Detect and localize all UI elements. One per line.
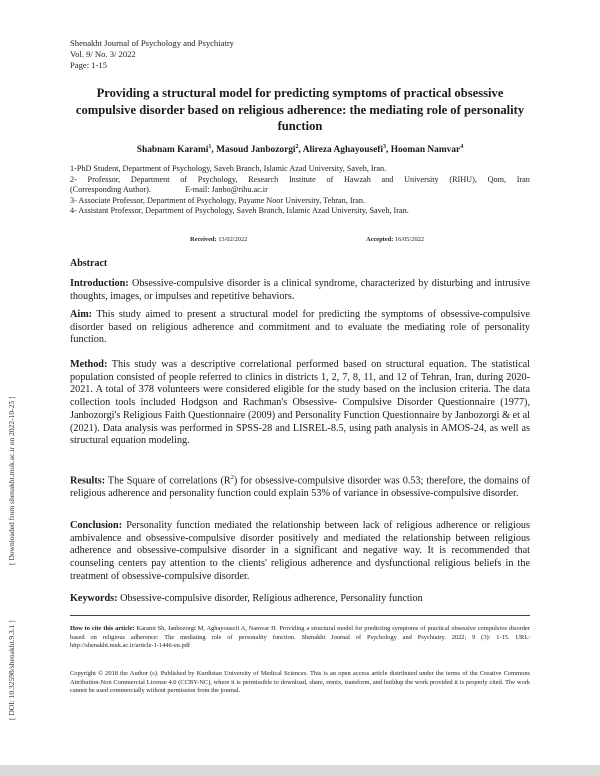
received-date: Received: 13/02/2022 bbox=[190, 236, 248, 243]
abstract-aim: Aim: This study aimed to present a structural model for predicting the symptoms of obsessive-compulsive disorder based on religious adherence and commitment and to evaluate the mediating role of personality function. bbox=[70, 309, 530, 346]
accepted-date: Accepted: 16/05/2022 bbox=[366, 236, 425, 243]
author-affil-mark: 2 bbox=[295, 144, 299, 150]
copyright-note: Copyright © 2018 the Author (s). Published by Kurdistan University of Medical Sciences. This is an open access article distributed under the terms of the Creative Commons Attribution-Non Commercial License 4.0 (CCBY-NC), where it is permissible to download, share, remix, transform, and buildup the work provided it is properly cited. The work cannot be used commercially without permission from the journal. bbox=[70, 670, 530, 694]
abstract-introduction: Introduction: Obsessive-compulsive disorder is a clinical syndrome, characterized by disturbing and intrusive thoughts, images, or impulses and repetitive behaviors. bbox=[70, 278, 530, 302]
abstract-conclusion: Conclusion: Personality function mediated the relationship between lack of religious adherence or religious ambivalence and obsessive-compulsive disorder positively and mediated the relationship between religious adherence and obsessive-compulsive disorder in a significant and negative way. It is recommended that counseling centers pay attention to the clients' religious adherence and dysfunctional religious beliefs in the treatment of obsessive-compulsive disorder. bbox=[70, 520, 530, 582]
separator-rule bbox=[70, 615, 530, 616]
citation-note: How to cite this article: Karami Sh, Janbozorgi M, Aghayousefi A, Namvar H. Providing a structural model for predicting symptoms of practical obsessive compulsive disorder based on religious adherence: The mediating role of personality function. Shenakht Journal of Psychology and Psychiatry. 2022; 9 (3): 1-15. URL: http://shenakht.muk.ac.ir/article-1-1446-en.pdf bbox=[70, 625, 530, 649]
corresponding-note: (Corresponding Author). bbox=[70, 185, 151, 194]
author-name: Hooman Namvar bbox=[390, 145, 461, 156]
author-name: Shabnam Karami bbox=[136, 145, 209, 156]
author-email[interactable]: E-mail: Janbo@rihu.ac.ir bbox=[185, 185, 268, 194]
abstract-method: Method: This study was a descriptive correlational performed based on structural equation. The statistical population consisted of people referred to clinics in districts 1, 2, 7, 8, 11, and 12 of Tehran, Iran, during 2020-2021. A total of 378 volunteers were considered eligible for the study based on the inclusion criteria. The data collection tools included Hodgson and Rachman's Obsessive- Compulsive Disorder Questionnaire (1977), Janbozorgi's Religious Faith Questionnaire (2009) and Personality Function Questionnaire by Janbozorgi & et al (2021). Data analysis was performed in SPSS-28 and LISREL-8.5, using path analysis in AMOS-24, as well as structural equation modeling. bbox=[70, 359, 530, 447]
author-list: Shabnam Karami$^1$, Masoud Janbozorgi$^2$, Alireza Aghayousefi$^3$, Hooman Namvar$^4$ bbox=[136, 144, 464, 156]
journal-pages: Page: 1-15 bbox=[70, 60, 107, 70]
affiliations bbox=[70, 164, 530, 217]
journal-header bbox=[70, 38, 234, 71]
affiliation-2-contact bbox=[70, 185, 530, 196]
author-name: Masoud Janbozorgi bbox=[216, 145, 296, 156]
side-doi-note: [ DOI: 10.32598/shenakht.9.3.1 ] bbox=[7, 620, 16, 720]
author-name: Alireza Aghayousefi bbox=[302, 145, 383, 156]
side-downloaded-note: [ Downloaded from shenakht.muk.ac.ir on 2022-10-25 ] bbox=[7, 396, 16, 565]
affiliation-1: 1-PhD Student, Department of Psychology, Saveh Branch, Islamic Azad University, Saveh, Iran. bbox=[70, 164, 387, 173]
affiliation-4: 4- Assistant Professor, Department of Psychology, Saveh Branch, Islamic Azad University, Saveh, Iran. bbox=[70, 206, 409, 215]
author-affil-mark: 1 bbox=[208, 144, 212, 150]
journal-volume: Vol. 9/ No. 3/ 2022 bbox=[70, 49, 136, 59]
footer-bar bbox=[0, 765, 600, 776]
author-affil-mark: 4 bbox=[460, 144, 464, 150]
abstract-heading: Abstract bbox=[70, 258, 108, 269]
affiliation-3: 3- Associate Professor, Department of Psychology, Payame Noor University, Tehran, Iran. bbox=[70, 195, 366, 205]
author-affil-mark: 3 bbox=[383, 144, 386, 150]
affiliation-2: 2- Professor, Department of Psychology, Research Institute of Hawzah and University (RIHU), Qom, Iran bbox=[70, 174, 530, 184]
abstract-results: Results: The Square of correlations $(R^2)$ for obsessive-compulsive disorder was 0.53; therefore, the domains of religious adherence and personality function could explain 53% of variance in obsessive-compulsive disorder. bbox=[70, 474, 530, 500]
journal-name: Shenakht Journal of Psychology and Psychiatry bbox=[70, 38, 234, 48]
abstract-keywords: Keywords: Obsessive-compulsive disorder, Religious adherence, Personality function bbox=[70, 593, 423, 604]
paper-title: Providing a structural model for predicting symptoms of practical obsessive compulsive disorder based on religious adherence: the mediating role of personality function bbox=[75, 86, 525, 133]
